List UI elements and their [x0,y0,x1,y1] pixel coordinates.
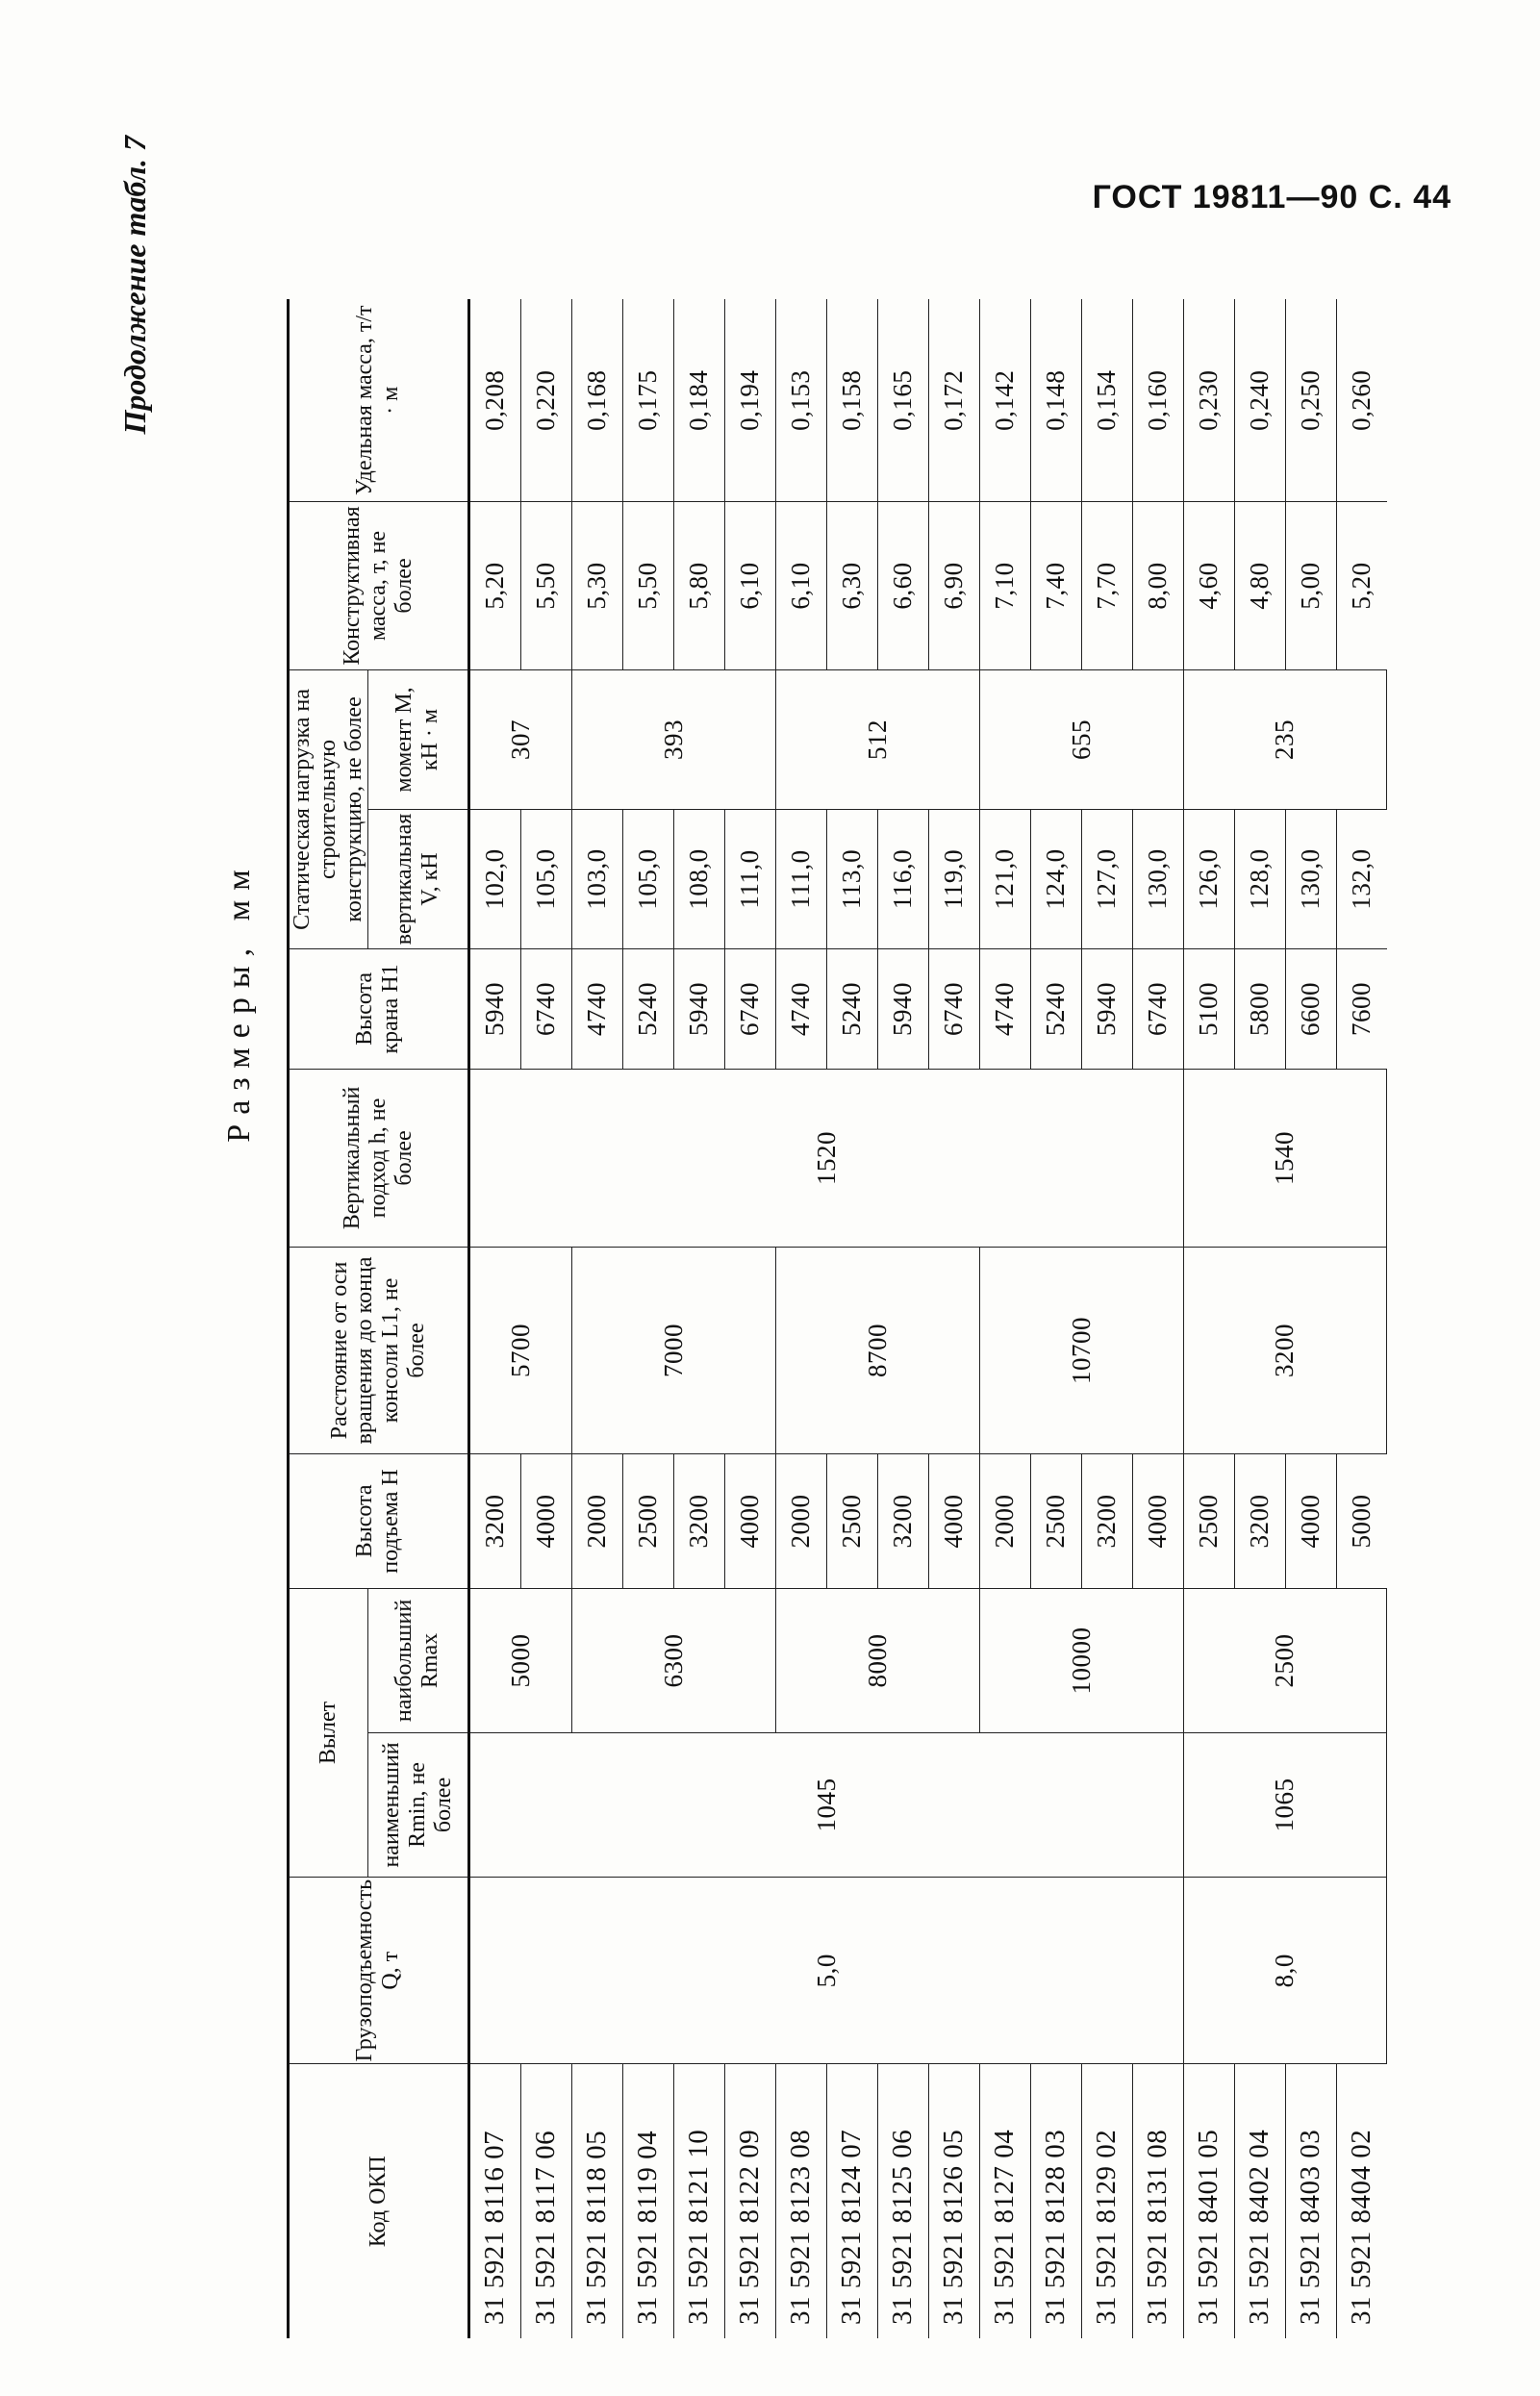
mass-cell: 6,60 [877,501,928,669]
code-cell: 31 5921 8129 02 [1081,2064,1132,2338]
vertical-cell: 126,0 [1183,809,1234,948]
rmin-cell: 1045 [468,1732,1183,1877]
mass-cell: 5,00 [1285,501,1336,669]
capacity-cell: 5,0 [468,1877,1183,2064]
header-crane-height: Высота крана H1 [289,948,469,1069]
lift-cell: 3200 [673,1453,724,1588]
vertical-cell: 102,0 [468,809,520,948]
mass-cell: 5,50 [622,501,673,669]
specific-mass-cell: 0,250 [1285,299,1336,501]
specific-mass-cell: 0,153 [775,299,826,501]
table-row [468,299,520,2338]
specific-mass-cell: 0,208 [468,299,520,501]
code-cell: 31 5921 8404 02 [1336,2064,1387,2338]
rmin-cell: 1065 [1183,1732,1387,1877]
height-cell: 6740 [1132,948,1183,1069]
vertical-cell: 130,0 [1132,809,1183,948]
lift-cell: 2000 [979,1453,1030,1588]
header-vertical-load: вертикальная V, кН [367,809,468,948]
header-capacity: Грузоподъемность Q, т [289,1877,469,2064]
rmax-cell: 10000 [979,1588,1183,1732]
height-cell: 5940 [673,948,724,1069]
lift-cell: 2500 [622,1453,673,1588]
rotated-table-block [115,97,1472,2338]
lift-cell: 4000 [928,1453,979,1588]
vertical-cell: 103,0 [571,809,622,948]
height-cell: 6740 [928,948,979,1069]
specific-mass-cell: 0,230 [1183,299,1234,501]
height-cell: 4740 [775,948,826,1069]
mass-cell: 7,40 [1030,501,1081,669]
moment-cell: 235 [1183,669,1387,809]
sizes-caption: Размеры, мм [221,860,257,1143]
lift-cell: 2000 [571,1453,622,1588]
l1-cell: 8700 [775,1247,979,1453]
vertical-cell: 105,0 [520,809,571,948]
height-cell: 5240 [1030,948,1081,1069]
height-cell: 5800 [1234,948,1285,1069]
vertical-cell: 124,0 [1030,809,1081,948]
mass-cell: 5,50 [520,501,571,669]
height-cell: 6740 [520,948,571,1069]
specific-mass-cell: 0,260 [1336,299,1387,501]
height-cell: 5940 [1081,948,1132,1069]
vertical-cell: 119,0 [928,809,979,948]
mass-cell: 7,70 [1081,501,1132,669]
code-cell: 31 5921 8131 08 [1132,2064,1183,2338]
moment-cell: 307 [468,669,571,809]
mass-cell: 4,80 [1234,501,1285,669]
vertical-cell: 121,0 [979,809,1030,948]
lift-cell: 3200 [1234,1453,1285,1588]
table-row [1183,299,1234,2338]
header-moment: момент M, кН · м [367,669,468,809]
header-l1: Расстояние от оси вращения до конца консоли L1, не более [289,1247,469,1453]
height-cell: 5940 [468,948,520,1069]
lift-cell: 3200 [468,1453,520,1588]
mass-cell: 6,10 [775,501,826,669]
code-cell: 31 5921 8403 03 [1285,2064,1336,2338]
specific-mass-cell: 0,154 [1081,299,1132,501]
header-reach-group: Вылет [289,1588,368,1877]
mass-cell: 6,90 [928,501,979,669]
header-mass: Конструктивная масса, т, не более [289,501,469,669]
vertical-cell: 113,0 [826,809,877,948]
lift-cell: 2500 [1030,1453,1081,1588]
moment-cell: 655 [979,669,1183,809]
lift-cell: 2500 [826,1453,877,1588]
mass-cell: 8,00 [1132,501,1183,669]
height-cell: 4740 [571,948,622,1069]
vertical-cell: 111,0 [724,809,775,948]
crane-specs-table [287,299,1387,2338]
specific-mass-cell: 0,165 [877,299,928,501]
rmax-cell: 5000 [468,1588,571,1732]
height-cell: 7600 [1336,948,1387,1069]
vertical-cell: 108,0 [673,809,724,948]
vertical-cell: 130,0 [1285,809,1336,948]
mass-cell: 5,20 [468,501,520,669]
height-cell: 6740 [724,948,775,1069]
header-lift-height: Высота подъема H [289,1453,469,1588]
page-header: ГОСТ 19811—90 С. 44 [1092,179,1452,215]
l1-cell: 3200 [1183,1247,1387,1453]
mass-cell: 5,80 [673,501,724,669]
vertical-cell: 111,0 [775,809,826,948]
moment-cell: 512 [775,669,979,809]
lift-cell: 4000 [1285,1453,1336,1588]
code-cell: 31 5921 8117 06 [520,2064,571,2338]
code-cell: 31 5921 8401 05 [1183,2064,1234,2338]
specific-mass-cell: 0,240 [1234,299,1285,501]
mass-cell: 6,30 [826,501,877,669]
lift-cell: 2500 [1183,1453,1234,1588]
vertical-cell: 128,0 [1234,809,1285,948]
rmax-cell: 2500 [1183,1588,1387,1732]
height-cell: 5940 [877,948,928,1069]
mass-cell: 4,60 [1183,501,1234,669]
code-cell: 31 5921 8122 09 [724,2064,775,2338]
specific-mass-cell: 0,168 [571,299,622,501]
specific-mass-cell: 0,148 [1030,299,1081,501]
specific-mass-cell: 0,142 [979,299,1030,501]
header-specific-mass: Удельная масса, т/т · м [289,299,469,501]
height-cell: 6600 [1285,948,1336,1069]
vertical-cell: 116,0 [877,809,928,948]
rmax-cell: 6300 [571,1588,775,1732]
specific-mass-cell: 0,184 [673,299,724,501]
approach-cell: 1520 [468,1069,1183,1247]
code-cell: 31 5921 8128 03 [1030,2064,1081,2338]
lift-cell: 3200 [1081,1453,1132,1588]
mass-cell: 5,30 [571,501,622,669]
specific-mass-cell: 0,158 [826,299,877,501]
vertical-cell: 105,0 [622,809,673,948]
lift-cell: 4000 [1132,1453,1183,1588]
code-cell: 31 5921 8127 04 [979,2064,1030,2338]
code-cell: 31 5921 8125 06 [877,2064,928,2338]
code-cell: 31 5921 8116 07 [468,2064,520,2338]
header-rmax: наибольший Rmax [367,1588,468,1732]
capacity-cell: 8,0 [1183,1877,1387,2064]
vertical-cell: 127,0 [1081,809,1132,948]
mass-cell: 5,20 [1336,501,1387,669]
moment-cell: 393 [571,669,775,809]
code-cell: 31 5921 8126 05 [928,2064,979,2338]
header-static-load-group: Статическая нагрузка на строительную конструкцию, не более [289,669,368,948]
lift-cell: 4000 [520,1453,571,1588]
header-rmin: наименьший Rmin, не более [367,1732,468,1877]
l1-cell: 5700 [468,1247,571,1453]
code-cell: 31 5921 8119 04 [622,2064,673,2338]
table-continuation-title: Продолжение табл. 7 [117,136,152,435]
mass-cell: 6,10 [724,501,775,669]
header-code: Код ОКП [289,2064,469,2338]
specific-mass-cell: 0,194 [724,299,775,501]
code-cell: 31 5921 8124 07 [826,2064,877,2338]
height-cell: 4740 [979,948,1030,1069]
height-cell: 5100 [1183,948,1234,1069]
height-cell: 5240 [622,948,673,1069]
specific-mass-cell: 0,175 [622,299,673,501]
lift-cell: 3200 [877,1453,928,1588]
specific-mass-cell: 0,172 [928,299,979,501]
lift-cell: 2000 [775,1453,826,1588]
vertical-cell: 132,0 [1336,809,1387,948]
specific-mass-cell: 0,160 [1132,299,1183,501]
code-cell: 31 5921 8402 04 [1234,2064,1285,2338]
lift-cell: 4000 [724,1453,775,1588]
mass-cell: 7,10 [979,501,1030,669]
header-approach: Вертикальный подход h, не более [289,1069,469,1247]
height-cell: 5240 [826,948,877,1069]
code-cell: 31 5921 8121 10 [673,2064,724,2338]
approach-cell: 1540 [1183,1069,1387,1247]
code-cell: 31 5921 8118 05 [571,2064,622,2338]
specific-mass-cell: 0,220 [520,299,571,501]
rmax-cell: 8000 [775,1588,979,1732]
l1-cell: 10700 [979,1247,1183,1453]
code-cell: 31 5921 8123 08 [775,2064,826,2338]
l1-cell: 7000 [571,1247,775,1453]
lift-cell: 5000 [1336,1453,1387,1588]
